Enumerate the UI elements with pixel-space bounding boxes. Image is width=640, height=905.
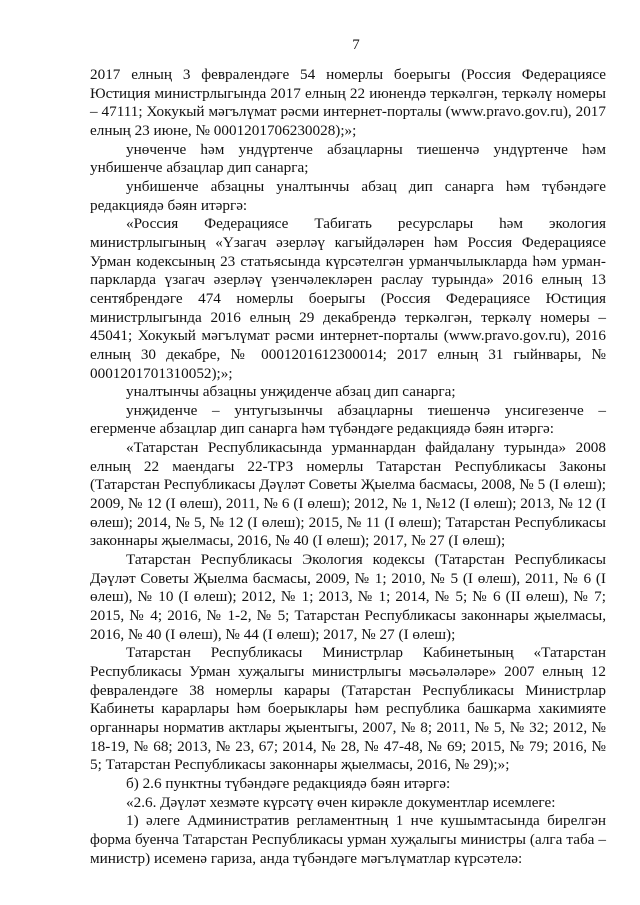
paragraph: Татарстан Республикасы Министрлар Кабинетының «Татарстан Республикасы Урман хуҗалыгы министрлыгы мәсьәләләре» 2007 елның 12 февралендәге 38 номерлы карары (Татарстан Республикасы Министрлар Кабинеты карарлары һәм боерыклары һәм республика башкарма хакимияте органнары норматив актлары җыентыгы, 2007, № 8; 2011, № 5, № 32; 2012, № 18-19, № 68; 2013, № 23, 67; 2014, № 28, № 47-48, № 69; 2015, № 79; 2016, № 5; Татарстан Республикасы законнары җыелмасы, 2016, № 29);»; [90,644,606,774]
page-number: 7 [352,37,360,53]
paragraph: б) 2.6 пунктны түбәндәге редакциядә бәян итәргә: [126,774,451,792]
paragraph: унҗиденче – унтугызынчы абзацларны тиешенчә унсигезенче – егерменче абзацлар дип санарга һәм түбәндәге редакциядә бәян итәргә: [90,401,606,438]
paragraph: Татарстан Республикасы Экология кодексы (Татарстан Республикасы Дәүләт Советы Җыелма басмасы, 2009, № 1; 2010, № 5 (I өлеш), 2011, № 6 (I өлеш), № 10 (I өлеш); 2012, № 1; 2013, № 1; 2014, № 5; № 6 (II өлеш), № 7; 2015, № 4; 2016, № 1-2, № 5; Татарстан Республикасы законнары җыелмасы, 2016, № 40 (I өлеш), № 44 (I өлеш); 2017, № 27 (I өлеш); [90,551,606,643]
paragraph: 2017 елның 3 февралендәге 54 номерлы боерыгы (Россия Федерациясе Юстиция министрлыгында 2017 елның 22 июнендә теркәлгән, теркәлү номеры – 47111; Хокукый мәгълүмат рәсми интернет-порталы (www.pravo.gov.ru), 2017 елның 23 июне, № 0001201706230028);»; [90,66,606,139]
paragraph: «Татарстан Республикасында урманнардан файдалану турында» 2008 елның 22 маендагы 22-ТРЗ номерлы Татарстан Республикасы Законы (Татарстан Республикасы Дәүләт Советы Җыелма басмасы, 2008, № 5 (I өлеш); 2009, № 12 (I өлеш), 2011, № 6 (I өлеш); 2012, № 1, №12 (I өлеш); 2013, № 12 (I өлеш); 2014, № 5, № 12 (I өлеш); 2015, № 11 (I өлеш); Татарстан Республикасы законнары җыелмасы, 2016, № 40 (I өлеш); 2017, № 27 (I өлеш); [90,439,606,550]
paragraph: уналтынчы абзацны унҗиденче абзац дип санарга; [126,383,456,401]
paragraph: «Россия Федерациясе Табигать ресурслары һәм экология министрлыгының «Үзагач әзерләү кагыйдәләрен һәм Россия Федерациясе Урман кодексының 23 статьясында күрсәтелгән урманчылыкларда һәм урман-паркларда үзагач әзерләү үзенчәлекләрен раслау турында» 2016 елның 13 сентябрендәге 474 номерлы боерыгы (Россия Федерациясе Юстиция министрлыгында 2016 елның 29 декабрендә теркәлгән, теркәлү номеры – 45041; Хокукый мәгълүмат рәсми интернет-порталы (www.pravo.gov.ru), 2016 елның 30 декабре, № 0001201612300014; 2017 елның 31 гыйнвары, № 0001201701310052);»; [90,215,606,382]
paragraph: «2.6. Дәүләт хезмәте күрсәтү өчен кирәкле документлар исемлеге: [126,793,556,811]
paragraph: унбишенче абзацны уналтынчы абзац дип санарга һәм түбәндәге редакциядә бәян итәргә: [90,177,606,214]
paragraph: унөченче һәм ундүртенче абзацларны тиешенчә ундүртенче һәм унбишенче абзацлар дип санарга; [90,140,606,177]
document-body [90,66,606,868]
paragraph: 1) әлеге Административ регламентның 1 нче кушымтасында бирелгән форма буенча Татарстан Республикасы урман хуҗалыгы министры (алга таба – министр) исеменә гариза, анда түбәндәге мәгълүматлар күрсәтелә: [90,812,606,867]
